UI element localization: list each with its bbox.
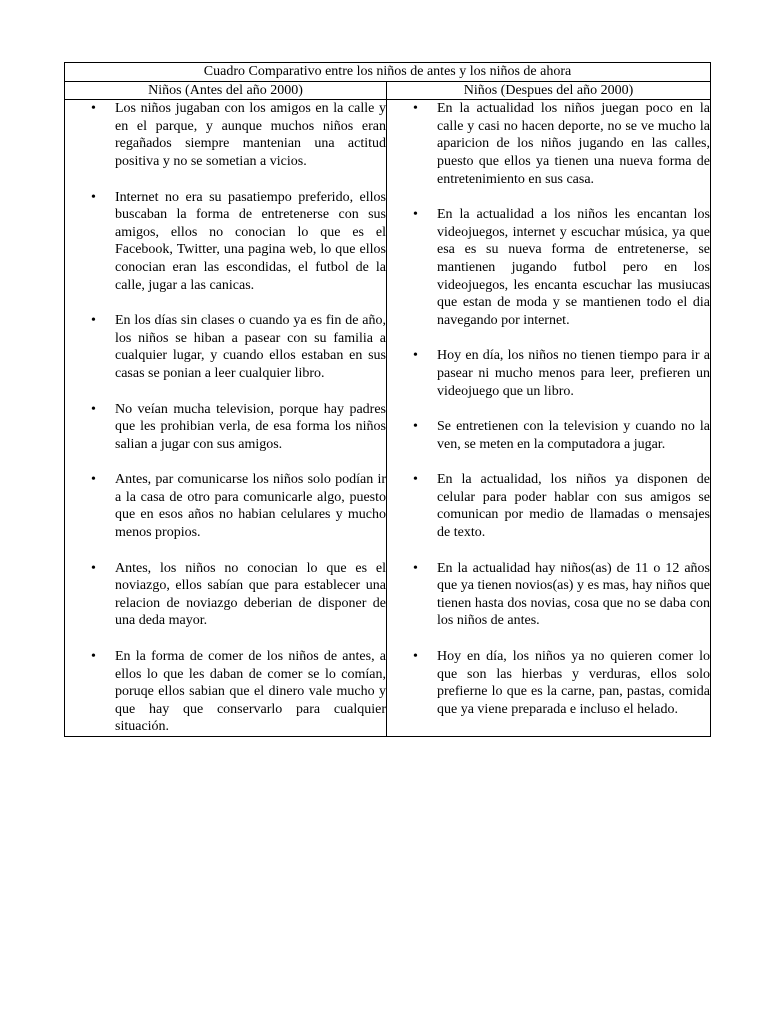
list-item bbox=[387, 206, 710, 329]
bullet-icon: • bbox=[91, 649, 96, 665]
list-item bbox=[65, 100, 386, 170]
list-item-text: En la forma de comer de los niños de antes, a ellos lo que les daban de comer se lo comían, poruqe ellos sabian que el dinero vale mucho y que hay que conservarlo para cualquier situación. bbox=[115, 649, 386, 735]
bullet-icon: • bbox=[91, 189, 96, 205]
comparison-table bbox=[64, 62, 711, 737]
bullet-icon: • bbox=[413, 560, 418, 576]
title-row bbox=[65, 63, 711, 82]
bullet-icon: • bbox=[91, 101, 96, 117]
bullet-icon: • bbox=[413, 649, 418, 665]
list-item-text: En los días sin clases o cuando ya es fin de año, los niños se hiban a pasear con su familia a cualquier lugar, y cuando ellos estaban en sus casas se ponian a leer cualquier libro. bbox=[115, 313, 386, 381]
bullet-icon: • bbox=[413, 419, 418, 435]
bullet-icon: • bbox=[91, 313, 96, 329]
list-item-text: Internet no era su pasatiempo preferido, ellos buscaban la forma de entretenerse con sus amigos, ellos no conocian lo que es el Facebook, Twitter, una pagina web, lo que ellos conocian eran las escondidas, el futbol de la calle, jugar a las canicas. bbox=[115, 189, 386, 293]
list-item bbox=[387, 100, 710, 188]
bullet-icon: • bbox=[413, 101, 418, 117]
list-item-text: Los niños jugaban con los amigos en la calle y en el parque, y aunque muchos niños eran regañados siempre mantenian una actitud positiva y no se sometian a vicios. bbox=[115, 101, 386, 169]
list-item-text: Se entretienen con la television y cuando no la ven, se meten en la computadora a jugar. bbox=[437, 419, 710, 452]
list-item-text: En la actualidad, los niños ya disponen de celular para poder hablar con sus amigos se comunican por medio de llamadas o mensajes de texto. bbox=[437, 472, 710, 541]
bullet-icon: • bbox=[91, 401, 96, 417]
list-item-text: No veían mucha television, porque hay padres que les prohibian verla, de esa forma los niños salian a jugar con sus amigos. bbox=[115, 401, 386, 452]
right-column-cell bbox=[387, 100, 711, 737]
list-item-text: Antes, par comunicarse los niños solo podían ir a la casa de otro para comunicarle algo, puesto que en esos años no habian celulares y mucho menos propios. bbox=[115, 472, 386, 541]
list-item bbox=[387, 418, 710, 453]
bullet-icon: • bbox=[413, 207, 418, 223]
left-column-header: Niños (Antes del año 2000) bbox=[65, 81, 387, 100]
list-item bbox=[387, 347, 710, 400]
list-item-text: Antes, los niños no conocian lo que es el noviazgo, ellos sabían que para establecer una relacion de noviazgo deberian de disponer de una deda mayor. bbox=[115, 560, 386, 629]
right-bullet-list bbox=[387, 100, 710, 718]
list-item bbox=[65, 560, 386, 630]
list-item-text: En la actualidad hay niños(as) de 11 o 12 años que ya tienen novios(as) y es mas, hay niños que tienen hasta dos novias, cosa que no se daba con los niños de antes. bbox=[437, 560, 710, 629]
bullet-icon: • bbox=[413, 472, 418, 488]
list-item bbox=[387, 560, 710, 630]
list-item bbox=[65, 189, 386, 295]
left-column-cell bbox=[65, 100, 387, 737]
header-row bbox=[65, 81, 711, 100]
left-bullet-list bbox=[65, 100, 386, 736]
bullet-icon: • bbox=[91, 472, 96, 488]
list-item-text: En la actualidad a los niños les encantan los videojuegos, internet y escuchar música, ya que esa es su nueva forma de entretenerse, se mantienen jugando futbol pero en los videojuegos, les encanta escuchar las musiucas que estan de moda y se mantienen todo el dia navegando por internet. bbox=[437, 207, 710, 328]
bullet-icon: • bbox=[91, 560, 96, 576]
bullet-icon: • bbox=[413, 348, 418, 364]
list-item-text: En la actualidad los niños juegan poco en la calle y casi no hacen deporte, no se ve mucho la aparicion de los niños jugando en las calles, puesto que ellos ya tienen una nueva forma de entretenimiento en sus casa. bbox=[437, 101, 710, 187]
table-title: Cuadro Comparativo entre los niños de antes y los niños de ahora bbox=[65, 63, 711, 82]
content-row bbox=[65, 100, 711, 737]
list-item-text: Hoy en día, los niños no tienen tiempo para ir a pasear ni mucho menos para leer, prefieren un videojuego que un libro. bbox=[437, 348, 710, 399]
list-item bbox=[65, 648, 386, 736]
list-item bbox=[387, 471, 710, 541]
right-column-header: Niños (Despues del año 2000) bbox=[387, 81, 711, 100]
list-item bbox=[65, 471, 386, 541]
list-item bbox=[65, 312, 386, 382]
list-item-text: Hoy en día, los niños ya no quieren comer lo que son las hierbas y verduras, ellos solo prefierne lo que es la carne, pan, pastas, comida que ya viene preparada e incluso el helado. bbox=[437, 649, 710, 717]
list-item bbox=[387, 648, 710, 718]
list-item bbox=[65, 401, 386, 454]
